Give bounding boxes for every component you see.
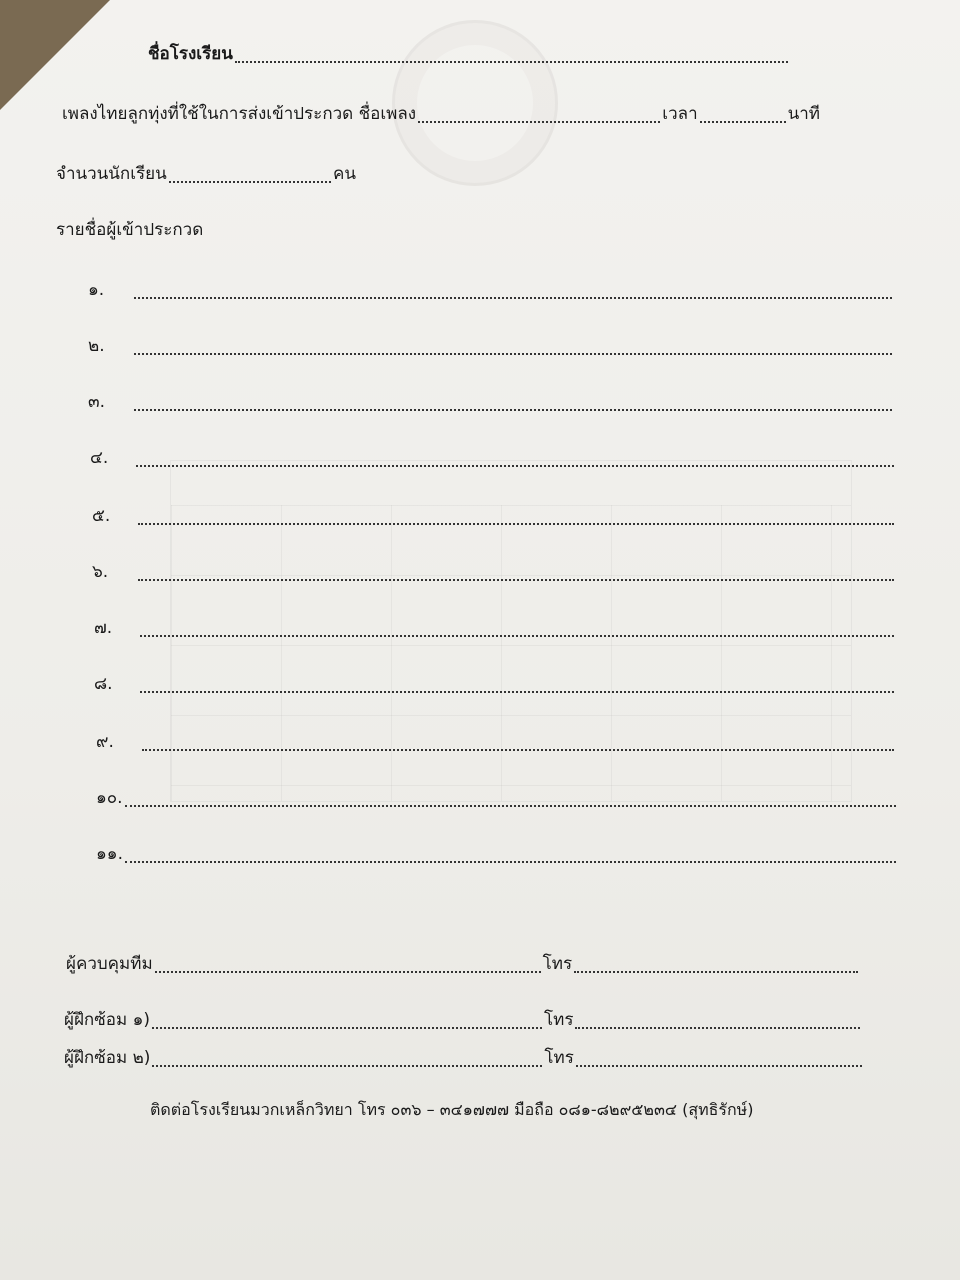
trainer1-name-field[interactable]: [152, 1026, 542, 1029]
trainer2-phone-field[interactable]: [576, 1064, 862, 1067]
team-controller-row: [66, 950, 860, 977]
contestant-row: [92, 558, 896, 585]
contestant-row: [96, 728, 896, 755]
contestant-number: ๕.: [92, 506, 111, 526]
song-label: เพลงไทยลูกทุ่งที่ใช้ในการส่งเข้าประกวด ชื่อเพลง: [62, 104, 417, 124]
contestant-number: ๗.: [94, 618, 113, 638]
trainer1-row: [64, 1006, 862, 1033]
contestant-number: ๔.: [90, 448, 109, 468]
students-count-field[interactable]: [169, 180, 331, 183]
students-label: จำนวนนักเรียน: [56, 164, 167, 184]
contact-footer: ติดต่อโรงเรียนมวกเหล็กวิทยา โทร ๐๓๖ – ๓๔๑๗๗๗ มือถือ ๐๘๑-๘๒๙๕๒๓๔ (สุทธิรักษ์): [150, 1100, 754, 1119]
trainer2-label: ผู้ฝึกซ้อม ๒): [64, 1048, 151, 1068]
contestant-number: ๓.: [88, 392, 106, 412]
contestant-number: ๘.: [94, 674, 113, 694]
contestant-name-field[interactable]: [142, 748, 894, 751]
contestant-number: ๑.: [88, 280, 105, 300]
contestant-number: ๑๑.: [96, 844, 123, 864]
song-name-field[interactable]: [418, 120, 660, 123]
school-name-row: [148, 40, 790, 67]
phone-label: โทร: [544, 1048, 574, 1068]
contestant-row: [88, 388, 894, 415]
contestant-name-field[interactable]: [125, 860, 896, 863]
people-label: คน: [333, 164, 356, 184]
phone-label: โทร: [544, 1010, 574, 1030]
time-field[interactable]: [700, 120, 786, 123]
contestant-row: [96, 784, 898, 811]
contestant-name-field[interactable]: [140, 690, 894, 693]
phone-label: โทร: [542, 954, 573, 974]
contestant-row: [88, 276, 894, 303]
time-label: เวลา: [662, 104, 698, 124]
contestant-name-field[interactable]: [134, 352, 892, 355]
contestant-row: [92, 502, 896, 529]
students-row: [56, 160, 356, 187]
contestant-number: ๑๐.: [96, 788, 123, 808]
contestant-name-field[interactable]: [138, 522, 894, 525]
contestant-name-field[interactable]: [125, 804, 896, 807]
trainer2-row: [64, 1044, 864, 1071]
contestant-name-field[interactable]: [134, 296, 892, 299]
school-label: ชื่อโรงเรียน: [148, 44, 233, 64]
team-controller-name-field[interactable]: [155, 970, 541, 973]
contestant-name-field[interactable]: [138, 578, 894, 581]
contestant-row: [94, 670, 896, 697]
page-corner-shadow: [0, 0, 110, 110]
contestant-number: ๙.: [96, 732, 114, 752]
trainer1-label: ผู้ฝึกซ้อม ๑): [64, 1010, 150, 1030]
team-controller-label: ผู้ควบคุมทีม: [66, 954, 153, 974]
trainer1-phone-field[interactable]: [575, 1026, 860, 1029]
contestant-row: [88, 332, 894, 359]
contestant-row: [96, 840, 898, 867]
trainer2-name-field[interactable]: [152, 1064, 542, 1067]
minute-label: นาที: [787, 104, 820, 124]
contestant-row: [94, 614, 896, 641]
contestant-number: ๖.: [92, 562, 109, 582]
song-row: [62, 100, 820, 127]
contestant-name-field[interactable]: [140, 634, 894, 637]
team-controller-phone-field[interactable]: [574, 970, 858, 973]
contestant-name-field[interactable]: [136, 464, 894, 467]
contestant-row: [90, 444, 896, 471]
contestants-heading: รายชื่อผู้เข้าประกวด: [56, 220, 204, 240]
contestant-number: ๒.: [88, 336, 105, 356]
contestant-name-field[interactable]: [134, 408, 892, 411]
school-name-field[interactable]: [235, 60, 788, 63]
